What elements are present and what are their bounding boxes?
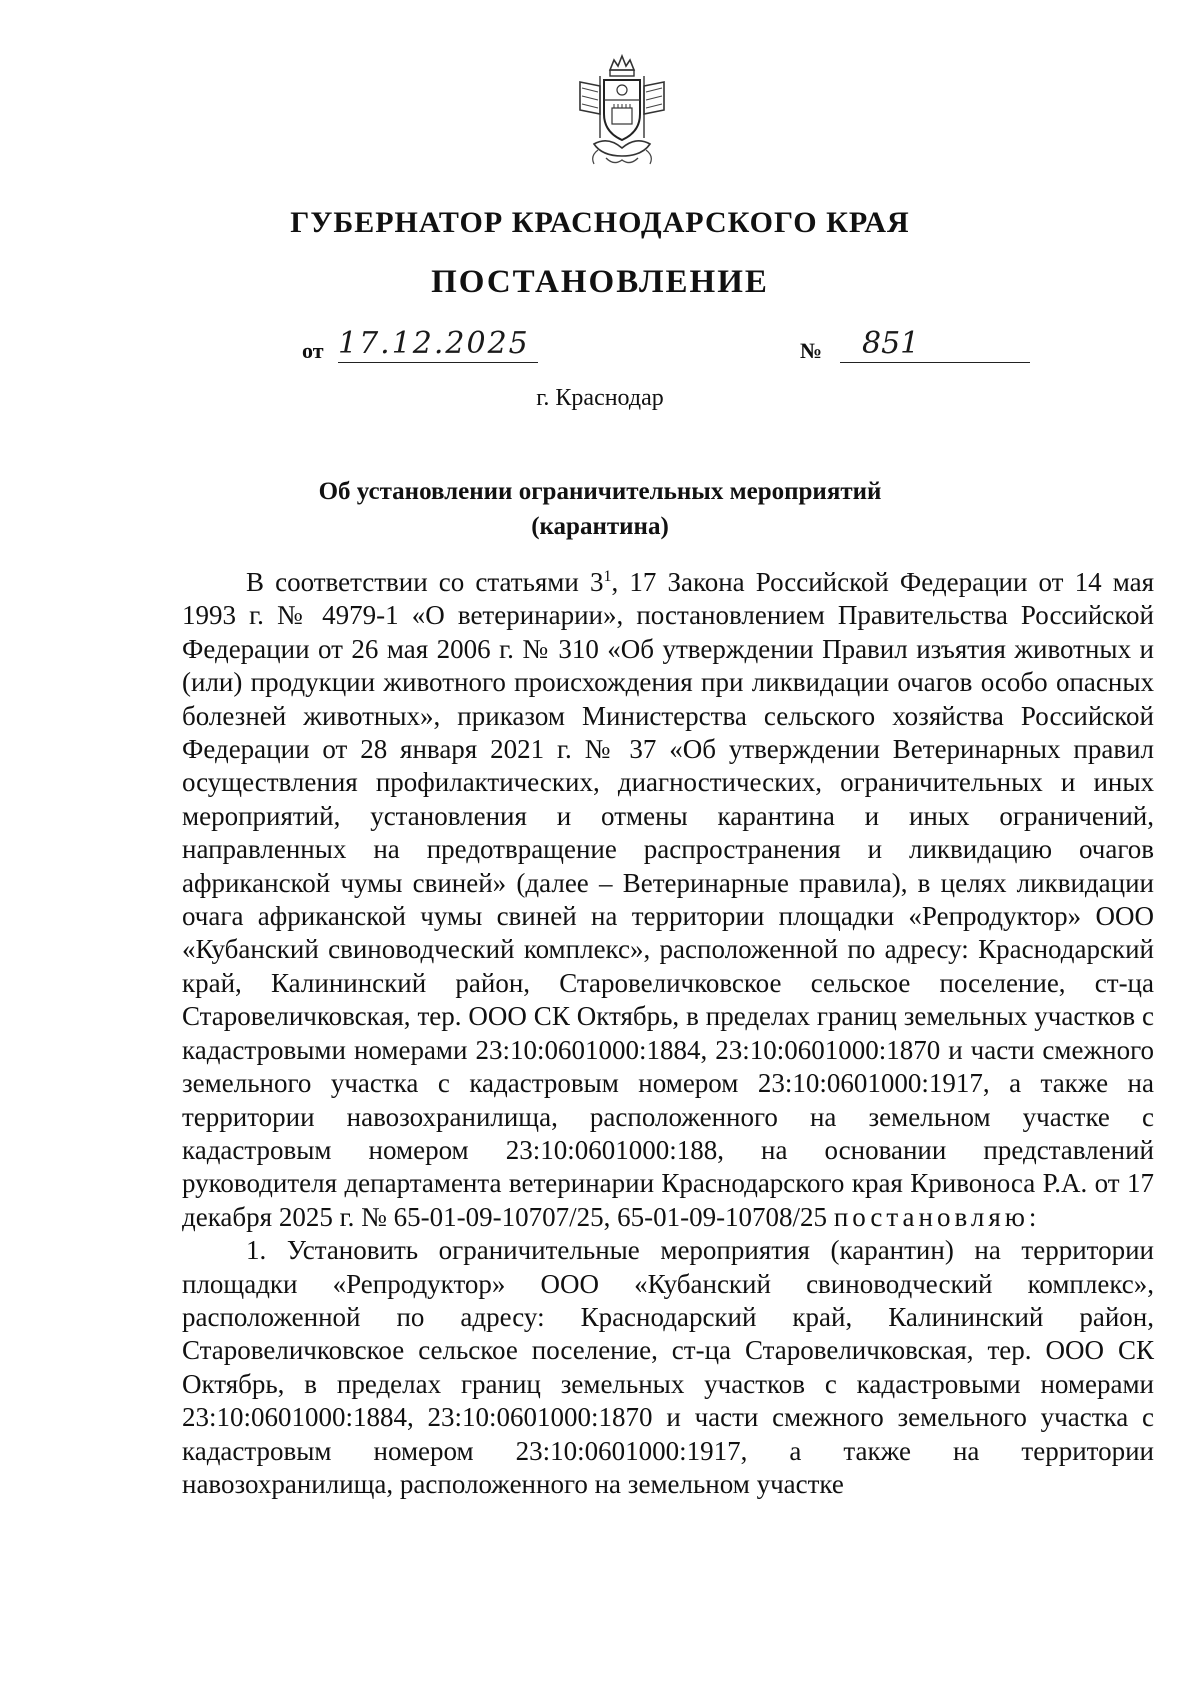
paragraph-preamble [182,566,1154,1234]
document-body [182,566,1154,1501]
krasnodar-krai-coat-of-arms-icon [560,52,684,176]
preamble-text-b: , 17 Закона Российской Федерации от 14 мая 1993 г. № 4979-1 «О ветеринарии», постановлением Правительства Российской Федерации от 26 мая 2006 г. № 310 «Об утверждении Правил изъятия животных и (или) продукции животного происхождения при ликвидации очагов особо опасных болезней животных», приказом Министерства сельского хозяйства Российской Федерации от 28 января 2021 г. № 37 «Об утверждении Ветеринарных правил осуществления профилактических, диагностических, ограничительных и иных мероприятий, установления и отмены карантина и иных ограничений, направленных на предотвращение распространения и ликвидацию очагов африканской чумы свиней» (далее – Ветеринарные правила), в целях ликвидации очага африканской чумы свиней на территории площадки «Репродуктор» ООО «Кубанский свиноводческий комплекс», расположенной по адресу: Краснодарский край, Калининский район, Старовеличковское сельское поселение, ст-ца Старовеличковская, тер. ООО СК Октябрь, в пределах границ земельных участков с кадастровыми номерами 23:10:0601000:1884, 23:10:0601000:1870 и части смежного земельного участка с кадастровым номером 23:10:0601000:1917, а также на территории навозохранилища, расположенного на земельном участке с кадастровым номером 23:10:0601000:188, на основании представлений руководителя департамента ветеринарии Краснодарского края Кривоноса Р.А. от 17 декабря 2025 г. № 65-01-09-10707/25, 65-01-09-10708/25 [182,567,1154,1232]
title-line-2: (карантина) [531,513,669,540]
issuing-authority: ГУБЕРНАТОР КРАСНОДАРСКОГО КРАЯ [290,206,910,239]
city: г. Краснодар [536,385,664,411]
document-number [800,326,1032,368]
preamble-superscript: 1 [603,568,612,585]
title-line-1: Об установлении ограничительных мероприятий [318,478,882,505]
paragraph-item-1: 1. Установить ограничительные мероприятия (карантин) на территории площадки «Репродуктор» ООО «Кубанский свиноводческий комплекс», расположенной по адресу: Краснодарский край, Калининский район, Старовеличковское сельское поселение, ст-ца Старовеличковская, тер. ООО СК Октябрь, в пределах границ земельных участков с кадастровыми номерами 23:10:0601000:1884, 23:10:0601000:1870 и части смежного земельного участка с кадастровым номером 23:10:0601000:1917, а также на территории навозохранилища, расположенного на земельном участке [182,1235,1154,1499]
decree-word: постановляю: [833,1201,1041,1232]
document-title [0,474,1200,544]
date-value: 17.12.2025 [338,326,538,363]
document-date [302,326,542,368]
number-prefix: № [800,338,823,363]
document-type: ПОСТАНОВЛЕНИЕ [431,264,769,300]
number-value: 851 [840,326,1030,363]
date-prefix: от [302,338,324,363]
preamble-text-a: В соответствии со статьями 3 [246,567,604,597]
